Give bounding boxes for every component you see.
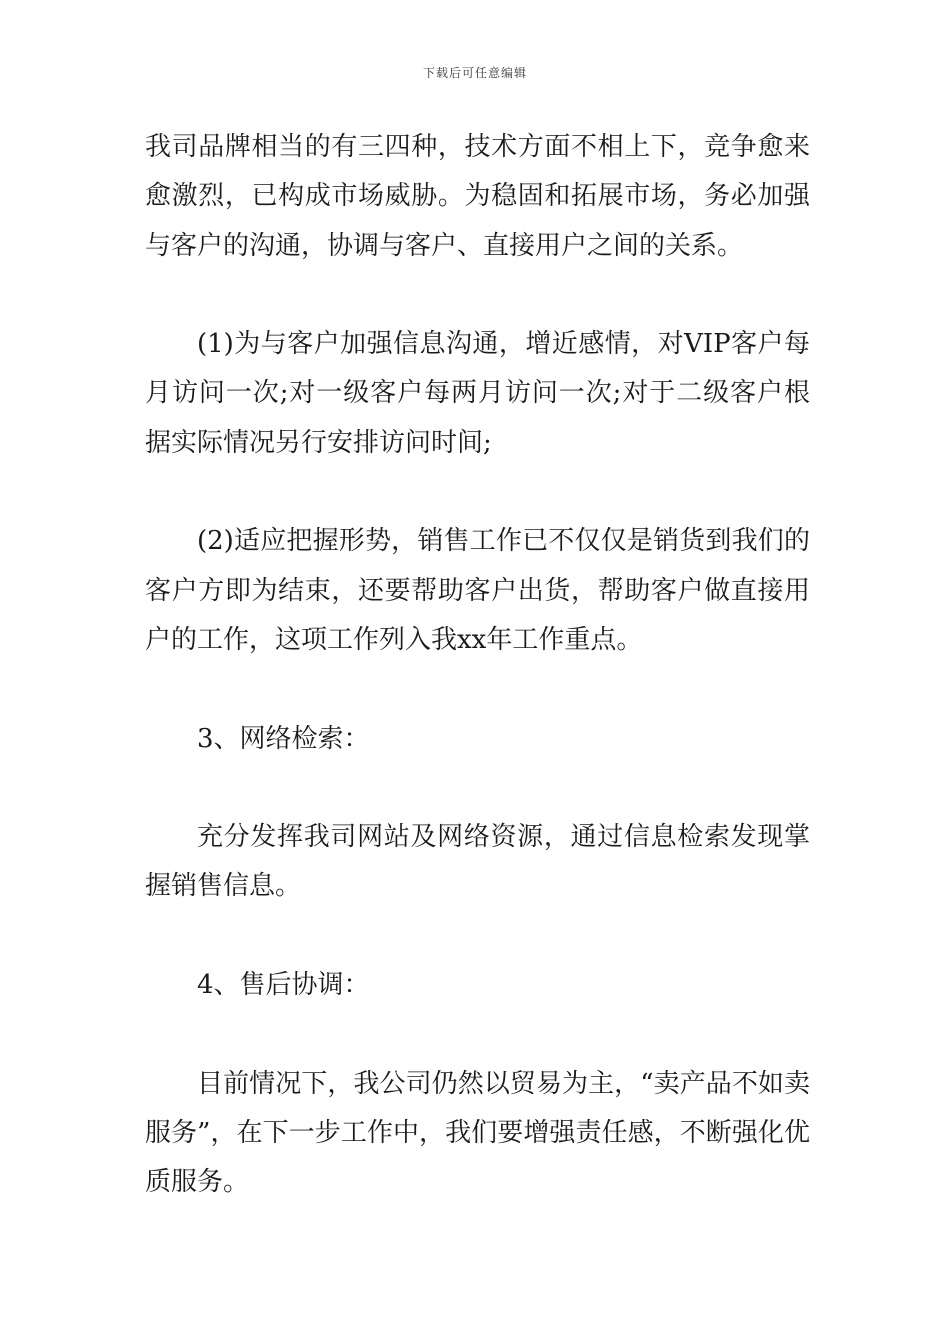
paragraph-spacer: [145, 665, 810, 714]
paragraph-spacer: [145, 1010, 810, 1059]
paragraph-service-quality: 目前情况下，我公司仍然以贸易为主，“卖产品不如卖服务”，在下一步工作中，我们要增强责任感，不断强化优质服务。: [145, 1068, 810, 1198]
paragraph-network-resources: 充分发挥我司网站及网络资源，通过信息检索发现掌握销售信息。: [145, 822, 810, 902]
document-body: [145, 123, 810, 1208]
section-heading-network-search: 3、网络检索：: [197, 723, 370, 754]
paragraph-competition: 我司品牌相当的有三四种，技术方面不相上下，竞争愈来愈激烈，已构成市场威胁。为稳固和拓展市场，务必加强与客户的沟通，协调与客户、直接用户之间的关系。: [145, 132, 810, 261]
paragraph-client-visits: (1)为与客户加强信息沟通，增近感情，对VIP客户每月访问一次;对一级客户每两月访问一次;对于二级客户根据实际情况另行安排访问时间;: [145, 329, 810, 458]
paragraph-spacer: [145, 912, 810, 961]
paragraph-spacer: [145, 271, 810, 320]
paragraph-spacer: [145, 468, 810, 517]
page-header: 下载后可任意编辑: [422, 66, 527, 80]
section-heading-after-sales: 4、售后协调：: [197, 970, 370, 1001]
paragraph-adapt-situation: (2)适应把握形势，销售工作已不仅仅是销货到我们的客户方即为结束，还要帮助客户出货，帮助客户做直接用户的工作，这项工作列入我xx年工作重点。: [145, 526, 810, 655]
paragraph-spacer: [145, 764, 810, 813]
